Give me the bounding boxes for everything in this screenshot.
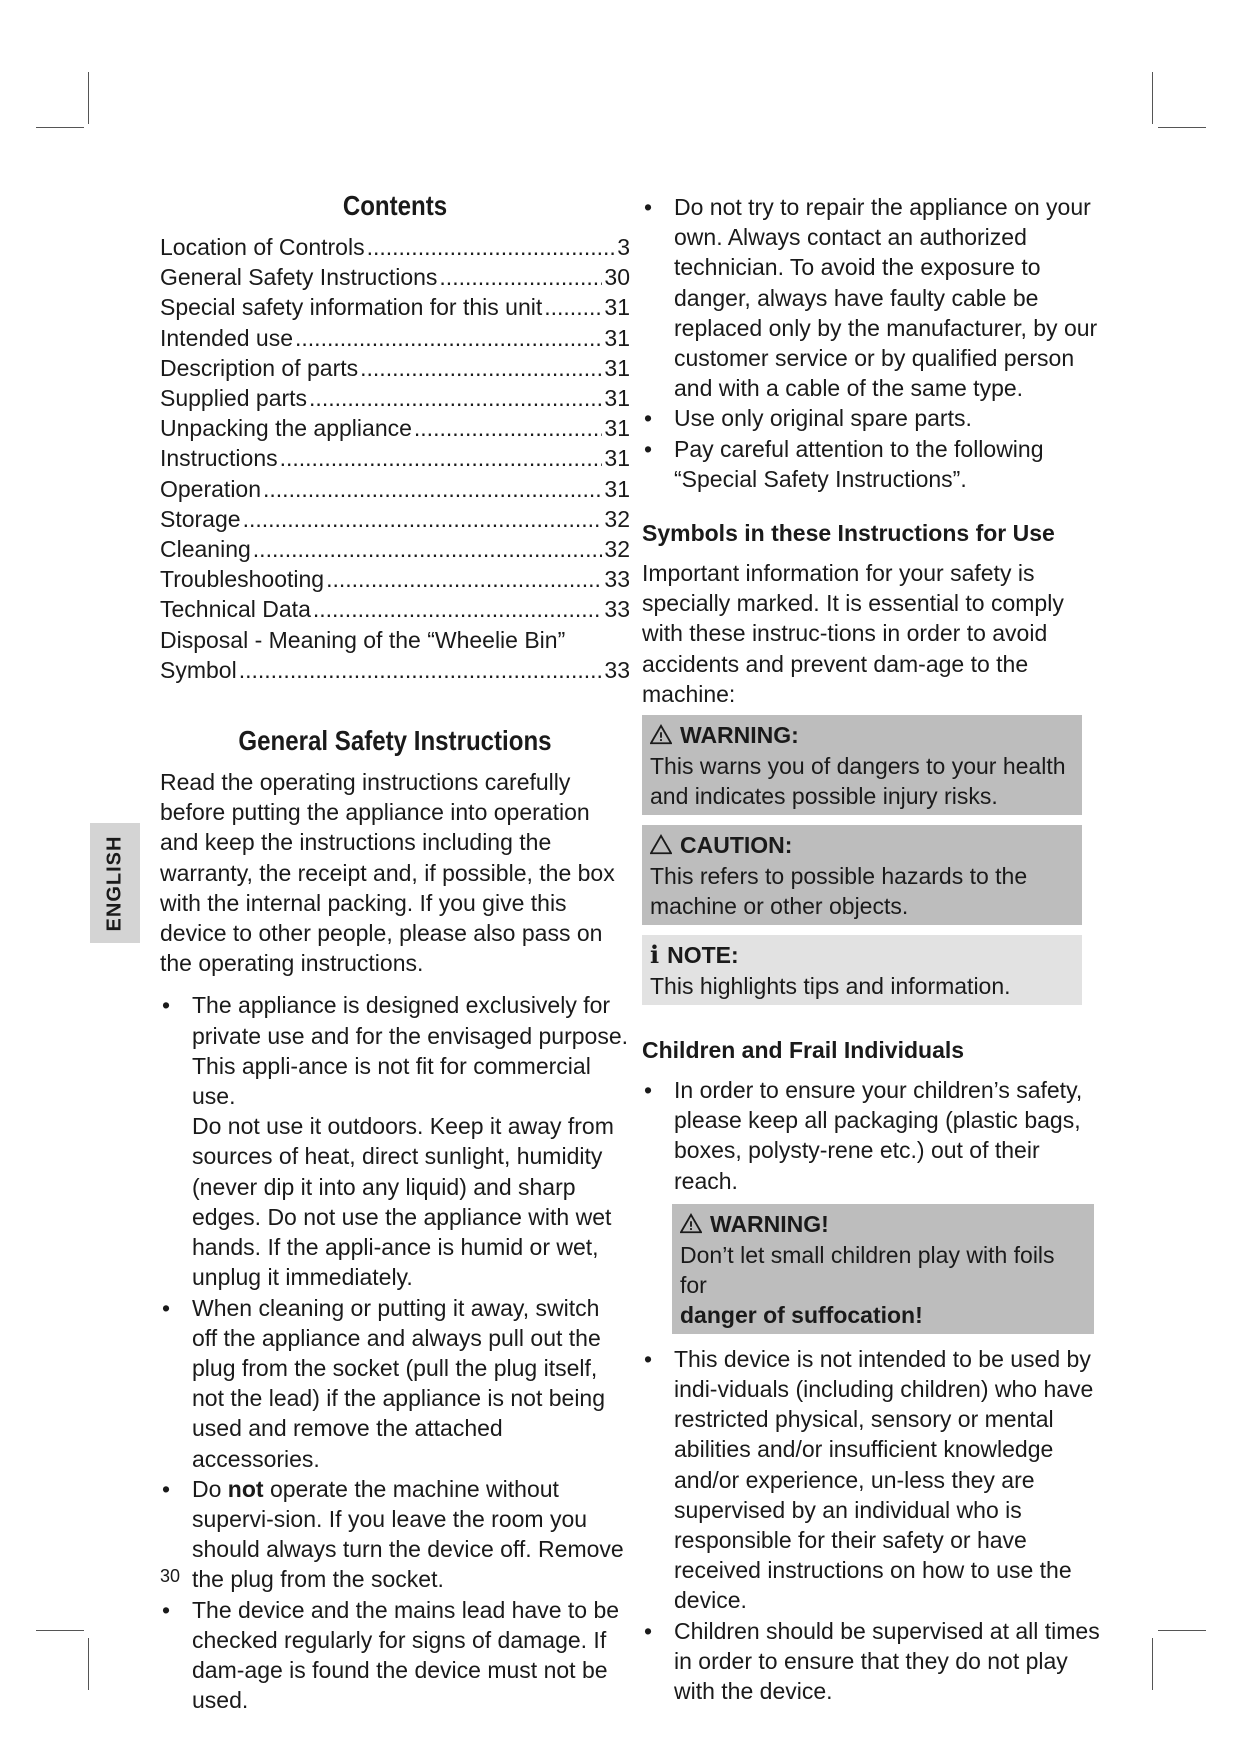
- crop-mark: [1158, 1630, 1206, 1631]
- toc-label: Supplied parts: [160, 385, 308, 412]
- toc-row: [160, 474, 630, 504]
- crop-mark: [1152, 72, 1153, 124]
- left-column: [160, 190, 630, 1715]
- toc-leader: [360, 353, 602, 383]
- toc-page: 31: [604, 445, 630, 472]
- right-column: [642, 192, 1102, 1706]
- language-tab: [90, 823, 140, 943]
- toc-page: 31: [604, 294, 630, 321]
- toc-row: [160, 383, 630, 413]
- toc-row: [160, 353, 630, 383]
- toc-leader: [253, 534, 603, 564]
- toc-page: 30: [604, 264, 630, 291]
- crop-mark: [1158, 127, 1206, 128]
- children-warning-bold: danger of suffocation!: [680, 1301, 923, 1328]
- toc-leader: [309, 383, 602, 413]
- list-item: • When cleaning or putting it away, switch off the appliance and always pull out the plug from the socket (pull the plug itself, not the lead) if the appliance is not being used and remove the attached accessories.: [162, 1294, 606, 1472]
- toc-label: Unpacking the appliance: [160, 415, 412, 442]
- children-warning-title: WARNING!: [710, 1210, 829, 1237]
- toc-label: Troubleshooting: [160, 566, 325, 593]
- toc-label: Instructions: [160, 445, 278, 472]
- symbols-heading: Symbols in these Instructions for Use: [642, 520, 1055, 547]
- toc-label: Description of parts: [160, 354, 359, 381]
- toc-page: 33: [604, 656, 630, 683]
- toc-leader: [326, 564, 602, 594]
- list-item: • Use only original spare parts.: [644, 405, 972, 432]
- toc-row: [160, 292, 630, 322]
- toc-leader: [243, 504, 603, 534]
- toc-leader: [313, 594, 603, 624]
- caution-title: CAUTION:: [680, 832, 793, 859]
- toc-page: 31: [604, 354, 630, 381]
- list-item: • The appliance is designed exclusively for private use and for the envisaged purpose. This appli-ance is not fit for commercial use. Do not use it outdoors. Keep it away from sources of heat, direct sunlight, humidity (never dip it into any liquid) and sharp edges. Do not use the appliance with wet hands. If the appli-ance is humid or wet, unplug it immediately.: [162, 992, 629, 1291]
- list-item: • In order to ensure your children’s safety, please keep all packaging (plastic bags, boxes, polysty-rene etc.) out of their reach.: [644, 1077, 1083, 1194]
- language-label: ENGLISH: [103, 835, 126, 931]
- toc-label: Symbol: [160, 656, 237, 683]
- warning-triangle-icon: [680, 1213, 702, 1235]
- crop-mark: [1152, 1638, 1153, 1690]
- general-safety-list: [160, 990, 630, 1715]
- page-number: 30: [160, 1566, 181, 1586]
- children-warning-box: [672, 1204, 1094, 1334]
- toc-label: Storage: [160, 505, 241, 532]
- warning-text: This warns you of dangers to your health and indicates possible injury risks.: [650, 753, 1066, 810]
- children-warning-text: Don’t let small children play with foils for: [680, 1241, 1055, 1298]
- toc-row: [160, 323, 630, 353]
- toc-row: [160, 534, 630, 564]
- toc-label: Operation: [160, 475, 262, 502]
- note-box: [642, 935, 1082, 1005]
- general-safety-title: General Safety Instructions: [238, 725, 552, 757]
- repair-list: [642, 192, 1102, 494]
- toc-leader: [367, 232, 616, 262]
- symbols-text: Important information for your safety is specially marked. It is essential to comply with these instruc-tions in order to avoid accidents and prevent dam-age to the machine:: [642, 560, 1064, 707]
- toc-page: 33: [604, 566, 630, 593]
- list-item: • This device is not intended to be used by indi-viduals (including children) who have restricted physical, sensory or mental abilities and/or insufficient knowledge and/or experience, un-less they are supervised by an individual who is responsible for their safety or have received instructions on how to use the device.: [644, 1345, 1094, 1614]
- list-item: • Do not operate the machine without supervi-sion. If you leave the room you should always turn the device off. Remove the plug from the socket.: [162, 1475, 624, 1593]
- toc-row: [160, 564, 630, 594]
- toc-row: [160, 594, 630, 624]
- children-heading: Children and Frail Individuals: [642, 1037, 965, 1064]
- toc-leader: [295, 323, 602, 353]
- crop-mark: [88, 1638, 89, 1690]
- toc-page: 31: [604, 324, 630, 351]
- toc-leader: [263, 474, 602, 504]
- toc-row: [160, 655, 630, 685]
- toc-leader: [239, 655, 603, 685]
- children-list-1: [642, 1075, 1102, 1196]
- toc-page: 31: [604, 385, 630, 412]
- list-item: • Pay careful attention to the following “Special Safety Instructions”.: [644, 435, 1044, 492]
- table-of-contents: [160, 232, 630, 685]
- toc-page: 31: [604, 475, 630, 502]
- toc-row: [160, 443, 630, 473]
- toc-label: General Safety Instructions: [160, 264, 438, 291]
- toc-label: Cleaning: [160, 536, 251, 563]
- toc-leader: [414, 413, 603, 443]
- toc-row: [160, 262, 630, 292]
- list-item: • Children should be supervised at all times in order to ensure that they do not play with the device.: [644, 1617, 1100, 1705]
- toc-leader: [280, 443, 603, 473]
- general-safety-intro: Read the operating instructions carefully before putting the appliance into operation and keep the instructions including the warranty, the receipt and, if possible, the box with the internal packing. If you give this device to other people, please also pass on the operating instructions.: [160, 769, 615, 977]
- toc-row: [160, 504, 630, 534]
- note-title: NOTE:: [667, 942, 739, 969]
- toc-label: Special safety information for this unit: [160, 294, 543, 321]
- toc-row: [160, 625, 630, 655]
- contents-title: Contents: [342, 190, 448, 221]
- note-text: This highlights tips and information.: [650, 973, 1011, 1000]
- toc-page: 32: [604, 505, 630, 532]
- toc-page: 3: [617, 234, 630, 260]
- caution-text: This refers to possible hazards to the machine or other objects.: [650, 863, 1028, 920]
- crop-mark: [88, 72, 89, 124]
- crop-mark: [36, 127, 84, 128]
- warning-box: [642, 715, 1082, 815]
- toc-page: 31: [604, 415, 630, 442]
- crop-mark: [36, 1630, 84, 1631]
- toc-leader: [544, 292, 602, 322]
- toc-leader: [439, 262, 602, 292]
- toc-page: 32: [604, 536, 630, 563]
- caution-box: [642, 825, 1082, 925]
- toc-label: Location of Controls: [160, 234, 365, 260]
- caution-triangle-icon: [650, 834, 672, 856]
- warning-title: WARNING:: [680, 722, 799, 749]
- toc-label: Technical Data: [160, 596, 311, 623]
- toc-label: Disposal - Meaning of the “Wheelie Bin”: [160, 626, 566, 653]
- toc-row: [160, 413, 630, 443]
- children-list-2: [642, 1344, 1102, 1706]
- toc-page: 33: [604, 596, 630, 623]
- toc-label: Intended use: [160, 324, 294, 351]
- warning-triangle-icon: [650, 724, 672, 746]
- list-item: • The device and the mains lead have to be checked regularly for signs of damage. If dam-age is found the device must not be used.: [162, 1596, 620, 1714]
- list-item: • Do not try to repair the appliance on your own. Always contact an authorized technician. To avoid the exposure to danger, always have faulty cable be replaced only by the manufacturer, by our customer service or by qualified person and with a cable of the same type.: [644, 194, 1098, 402]
- info-icon: i: [650, 940, 660, 970]
- toc-row: [160, 232, 630, 262]
